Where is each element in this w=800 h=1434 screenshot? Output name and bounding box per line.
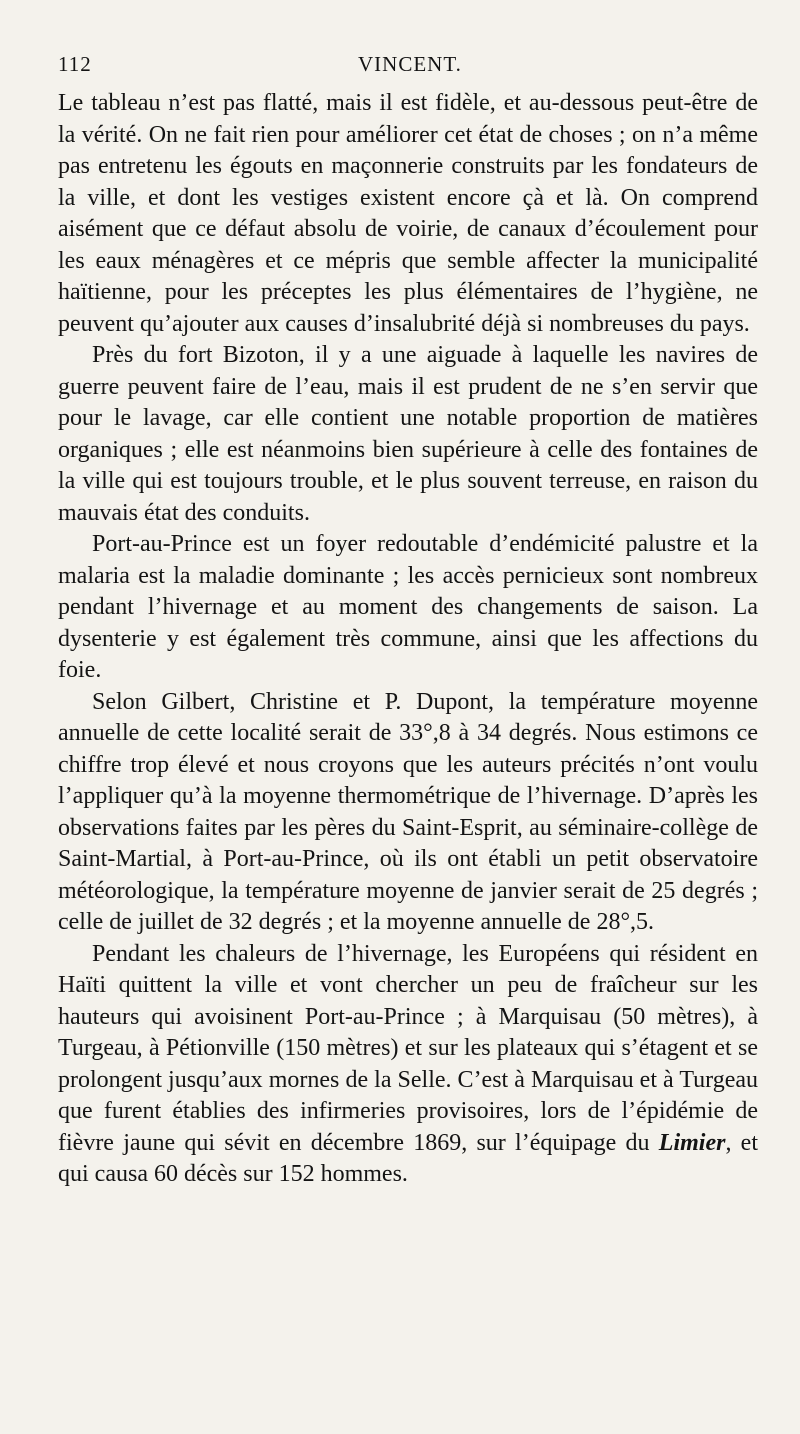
paragraph-temperature: Selon Gilbert, Christine et P. Dupont, la température moyenne annuelle de cette localité serait de 33°,8 à 34 degrés. Nous estimons ce chiffre trop élevé et nous croyons que les auteurs précités n’ont voulu l’appliquer qu’à la moyenne thermométrique de l’hivernage. D’après les observations faites par les pères du Saint-Esprit, au séminaire-collège de Saint-Martial, à Port-au-Prince, où ils ont établi un petit observatoire météorologique, la température moyenne de janvier serait de 25 degrés ; celle de juillet de 32 degrés ; et la moyenne annuelle de 28°,5.: [58, 688, 758, 935]
body-text: [58, 88, 758, 1191]
ship-name: Limier: [658, 1129, 726, 1156]
page-header: [58, 52, 758, 80]
running-head: VINCENT.: [358, 52, 462, 76]
heights-text-after: , et qui causa 60 décès sur 152 hommes.: [58, 1129, 758, 1187]
page-number: 112: [58, 52, 92, 76]
heights-text-before: Pendant les chaleurs de l’hivernage, les Européens qui résident en Haïti quittent la ville et vont chercher un peu de fraîcheur sur les hauteurs qui avoisinent Port-au-Prince ; à Marquisau (50 mètres), à Turgeau, à Pétionville (150 mètres) et sur les plateaux qui s’étagent et se prolongent jusqu’aux mornes de la Selle. C’est à Marquisau et à Turgeau que furent établies des infirmeries provisoires, lors de l’épidémie de fièvre jaune qui sévit en décembre 1869, sur l’équipage du: [58, 940, 758, 1156]
paragraph-malaria: Port-au-Prince est un foyer redoutable d’endémicité palustre et la malaria est la maladie dominante ; les accès pernicieux sont nombreux pendant l’hivernage et au moment des changements de saison. La dysenterie y est également très commune, ainsi que les affections du foie.: [58, 531, 758, 683]
paragraph-continuation: Le tableau n’est pas flatté, mais il est fidèle, et au-dessous peut-être de la vérité. On ne fait rien pour améliorer cet état de choses ; on n’a même pas entretenu les égouts en maçonnerie construits par les fondateurs de la ville, et dont les vestiges existent encore çà et là. On comprend aisément que ce défaut absolu de voirie, de canaux d’écoulement pour les eaux ménagères et ce mépris que semble affecter la municipalité haïtienne, pour les préceptes les plus élémentaires de l’hygiène, ne peuvent qu’ajouter aux causes d’insalubrité déjà si nombreuses du pays.: [58, 90, 758, 337]
paragraph-aiguade: Près du fort Bizoton, il y a une aiguade à laquelle les navires de guerre peuvent faire de l’eau, mais il est prudent de ne s’en servir que pour le lavage, car elle contient une notable proportion de matières organiques ; elle est néanmoins bien supérieure à celle des fontaines de la ville qui est toujours trouble, et le plus souvent terreuse, en raison du mauvais état des conduits.: [58, 342, 758, 526]
paragraph-heights: [58, 939, 758, 1191]
